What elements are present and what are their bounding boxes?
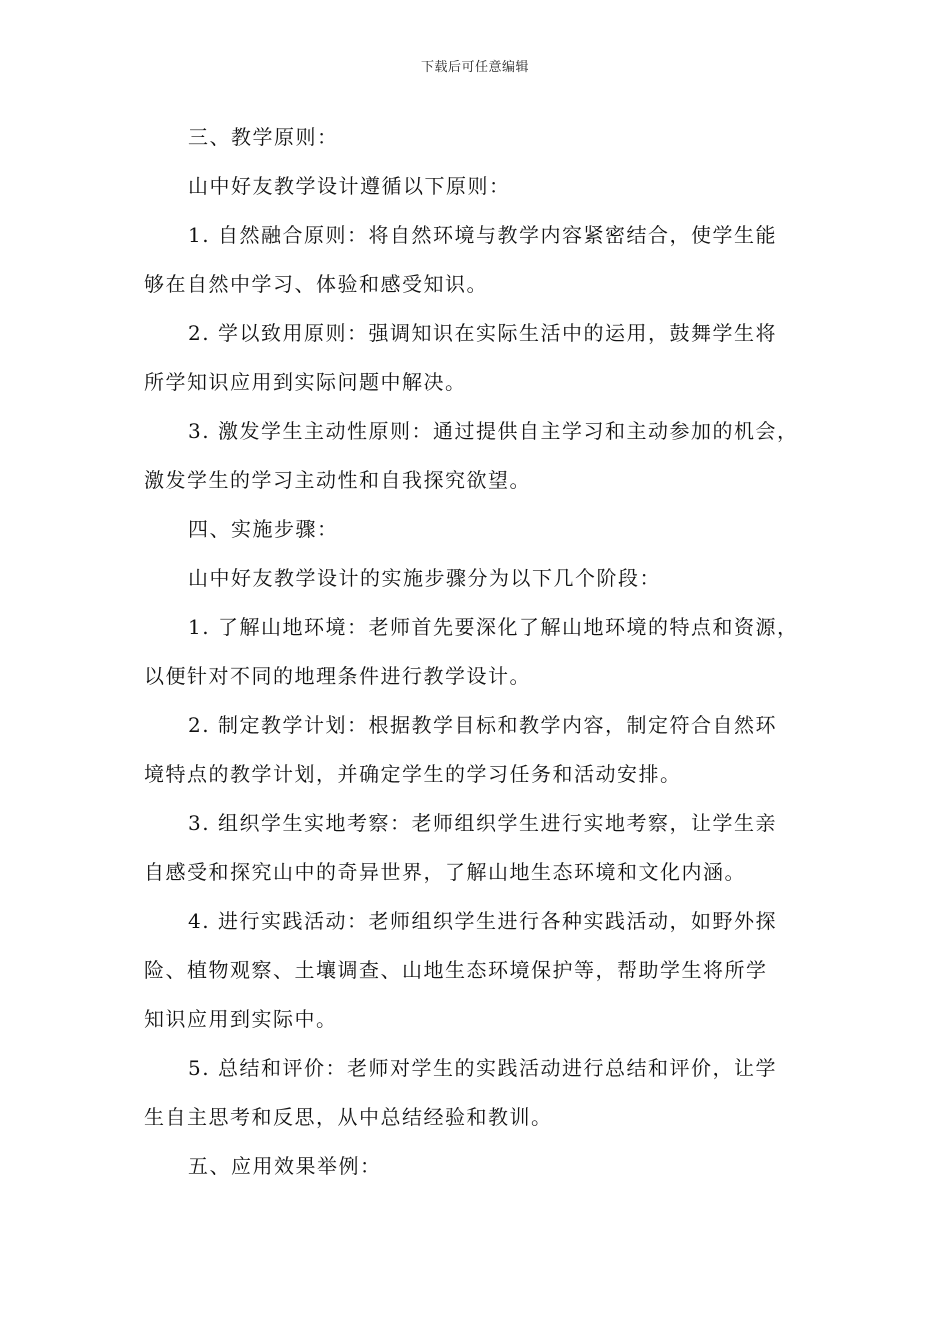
paragraph-step-2 bbox=[144, 701, 824, 799]
paragraph-line: 激发学生的学习主动性和自我探究欲望。 bbox=[144, 468, 531, 492]
paragraph-step-5 bbox=[144, 1044, 824, 1142]
paragraph-line: 山中好友教学设计的实施步骤分为以下几个阶段： bbox=[188, 566, 661, 590]
paragraph-line: 2. 制定教学计划：根据教学目标和教学内容，制定符合自然环 bbox=[188, 713, 777, 737]
paragraph-section4-intro bbox=[144, 554, 824, 603]
paragraph-line: 够在自然中学习、体验和感受知识。 bbox=[144, 272, 488, 296]
paragraph-line: 自感受和探究山中的奇异世界，了解山地生态环境和文化内涵。 bbox=[144, 860, 746, 884]
paragraph-principle-3 bbox=[144, 407, 824, 505]
paragraph-line: 3. 激发学生主动性原则：通过提供自主学习和主动参加的机会， bbox=[188, 419, 799, 443]
paragraph-line: 以便针对不同的地理条件进行教学设计。 bbox=[144, 664, 531, 688]
document-body bbox=[144, 113, 824, 1191]
paragraph-step-3 bbox=[144, 799, 824, 897]
paragraph-line: 1. 自然融合原则：将自然环境与教学内容紧密结合，使学生能 bbox=[188, 223, 777, 247]
paragraph-principle-2 bbox=[144, 309, 824, 407]
paragraph-line: 生自主思考和反思，从中总结经验和教训。 bbox=[144, 1105, 553, 1129]
paragraph-line: 五、应用效果举例： bbox=[188, 1154, 382, 1178]
paragraph-line: 5. 总结和评价：老师对学生的实践活动进行总结和评价，让学 bbox=[188, 1056, 777, 1080]
paragraph-section5-title bbox=[144, 1142, 824, 1191]
paragraph-line: 山中好友教学设计遵循以下原则： bbox=[188, 174, 511, 198]
paragraph-line: 境特点的教学计划，并确定学生的学习任务和活动安排。 bbox=[144, 762, 682, 786]
paragraph-line: 1. 了解山地环境：老师首先要深化了解山地环境的特点和资源， bbox=[188, 615, 799, 639]
paragraph-line: 3. 组织学生实地考察：老师组织学生进行实地考察，让学生亲 bbox=[188, 811, 777, 835]
paragraph-step-1 bbox=[144, 603, 824, 701]
paragraph-principle-1 bbox=[144, 211, 824, 309]
paragraph-line: 三、教学原则： bbox=[188, 125, 339, 149]
paragraph-line: 知识应用到实际中。 bbox=[144, 1007, 338, 1031]
paragraph-section3-intro bbox=[144, 162, 824, 211]
paragraph-line: 四、实施步骤： bbox=[188, 517, 339, 541]
page-header: 下载后可任意编辑 bbox=[420, 60, 529, 75]
paragraph-line: 2. 学以致用原则：强调知识在实际生活中的运用，鼓舞学生将 bbox=[188, 321, 777, 345]
paragraph-line: 险、植物观察、土壤调查、山地生态环境保护等，帮助学生将所学 bbox=[144, 958, 768, 982]
paragraph-line: 4. 进行实践活动：老师组织学生进行各种实践活动，如野外探 bbox=[188, 909, 777, 933]
paragraph-line: 所学知识应用到实际问题中解决。 bbox=[144, 370, 467, 394]
paragraph-section4-title bbox=[144, 505, 824, 554]
paragraph-step-4 bbox=[144, 897, 824, 1044]
paragraph-section3-title bbox=[144, 113, 824, 162]
